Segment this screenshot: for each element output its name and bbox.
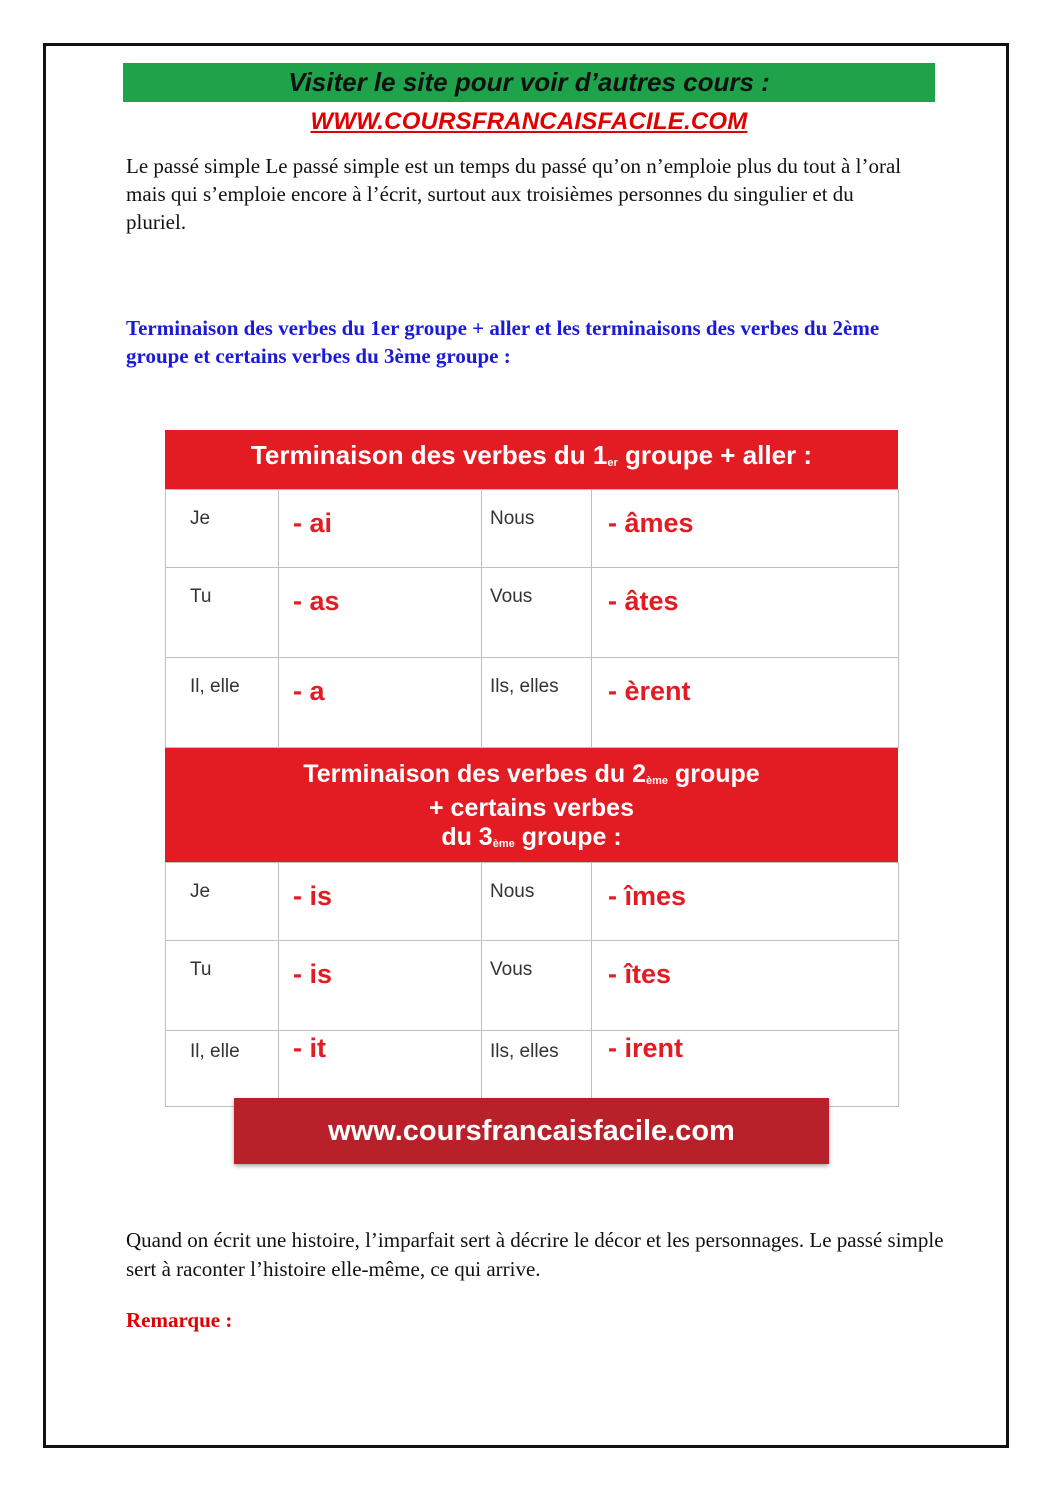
table1-body xyxy=(165,489,899,748)
pronoun-cell: Tu xyxy=(166,568,279,658)
ending-cell: - ai xyxy=(279,490,482,568)
pronoun-cell: Je xyxy=(166,490,279,568)
site-banner xyxy=(123,63,935,102)
table2-line3-sup: ème xyxy=(492,838,515,850)
table2-header-line2: + certains verbes xyxy=(429,794,634,822)
table2-line1-post: groupe xyxy=(668,760,760,788)
table-row xyxy=(166,1031,899,1107)
ending-cell: - is xyxy=(279,941,482,1031)
outro-paragraph: Quand on écrit une histoire, l’imparfait sert à décrire le décor et les personnages. Le passé simple sert à raconter l’histoire elle-même, ce qui arrive. xyxy=(126,1228,944,1281)
table2-line3-post: groupe : xyxy=(514,823,622,851)
table-row xyxy=(166,941,899,1031)
pronoun-cell: Vous xyxy=(482,568,592,658)
table2-header xyxy=(165,748,898,862)
table2-line1-sup: ème xyxy=(646,775,669,787)
pronoun-cell: Il, elle xyxy=(166,1031,279,1107)
table1-header-post: groupe + aller : xyxy=(617,440,813,470)
table-row xyxy=(166,568,899,658)
pronoun-cell: Nous xyxy=(482,863,592,941)
banner-text: Visiter le site pour voir d’autres cours : xyxy=(288,67,770,97)
table1-header xyxy=(165,430,898,489)
conjugation-table xyxy=(165,430,898,1107)
pronoun-cell: Nous xyxy=(482,490,592,568)
pronoun-cell: Vous xyxy=(482,941,592,1031)
pronoun-cell: Il, elle xyxy=(166,658,279,748)
ending-cell: - âmes xyxy=(592,490,899,568)
ending-cell: - a xyxy=(279,658,482,748)
intro-paragraph: Le passé simple Le passé simple est un temps du passé qu’on n’emploie plus du tout à l’oral mais qui s’emploie encore à l’écrit, surtout aux troisièmes personnes du singulier et du pluriel. xyxy=(126,154,902,234)
table-row xyxy=(166,490,899,568)
section-title: Terminaison des verbes du 1er groupe + aller et les terminaisons des verbes du 2ème groupe et certains verbes du 3ème groupe : xyxy=(126,316,880,368)
table2-line1-pre: Terminaison des verbes du 2 xyxy=(303,760,646,788)
ending-cell: - as xyxy=(279,568,482,658)
ending-cell: - irent xyxy=(592,1031,899,1107)
table2-header-line3 xyxy=(165,823,898,857)
table2-body xyxy=(165,862,899,1107)
pronoun-cell: Je xyxy=(166,863,279,941)
site-url-text[interactable]: www.coursfrancaisfacile.com xyxy=(328,1114,735,1147)
ending-cell: - is xyxy=(279,863,482,941)
pronoun-cell: Tu xyxy=(166,941,279,1031)
table1-header-sup: er xyxy=(607,457,618,469)
site-url-bar[interactable] xyxy=(234,1098,829,1164)
table2-line3-pre: du 3 xyxy=(441,823,493,851)
table1-header-pre: Terminaison des verbes du 1 xyxy=(250,440,608,470)
ending-cell: - âtes xyxy=(592,568,899,658)
table-row xyxy=(166,658,899,748)
ending-cell: - îtes xyxy=(592,941,899,1031)
table-row xyxy=(166,863,899,941)
remark-heading: Remarque : xyxy=(126,1308,233,1332)
ending-cell: - èrent xyxy=(592,658,899,748)
site-link[interactable] xyxy=(123,108,935,136)
pronoun-cell: Ils, elles xyxy=(482,1031,592,1107)
table2-header-line1 xyxy=(165,760,898,794)
ending-cell: - îmes xyxy=(592,863,899,941)
site-link-text[interactable]: WWW.COURSFRANCAISFACILE.COM xyxy=(310,108,748,135)
pronoun-cell: Ils, elles xyxy=(482,658,592,748)
ending-cell: - it xyxy=(279,1031,482,1107)
